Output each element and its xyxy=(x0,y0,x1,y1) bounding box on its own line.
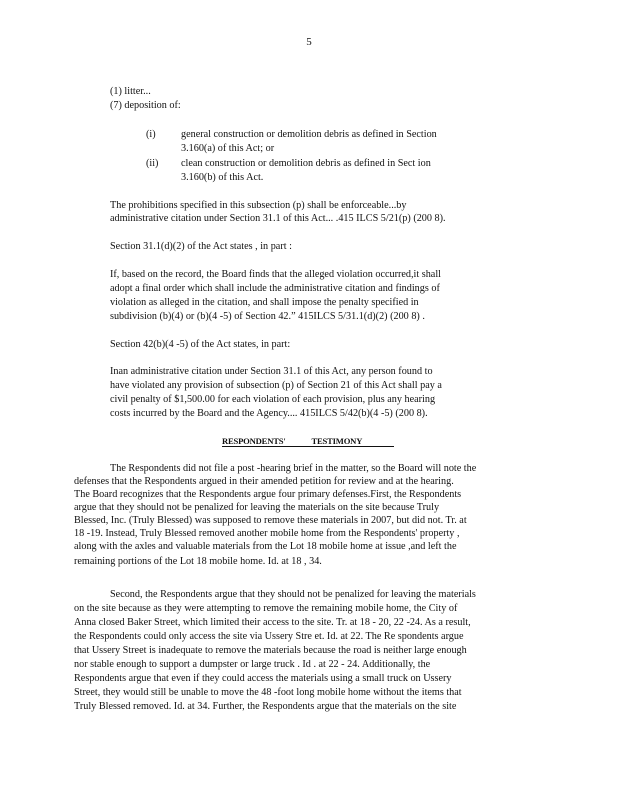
paragraph-line: remaining portions of the Lot 18 mobile home. Id. at 18 , 34. xyxy=(74,556,322,567)
quote-line: If, based on the record, the Board finds that the alleged violation occurred,it shall xyxy=(110,269,441,280)
paragraph-line: Anna closed Baker Street, which limited their access to the site. Tr. at 18 - 20, 22 -24. As a result, xyxy=(74,617,471,628)
paragraph-line: The Board recognizes that the Respondents argue four primary defenses.First, the Respondents xyxy=(74,489,462,500)
paragraph-line: argue that they should not be penalized for leaving the materials on the site because Truly xyxy=(74,502,440,513)
quote-line: violation as alleged in the citation, and shall impose the penalty specified in xyxy=(110,297,419,308)
quote-line: have violated any provision of subsection (p) of Section 21 of this Act shall pay a xyxy=(110,380,442,391)
sublist-marker-i: (i) xyxy=(146,129,156,140)
paragraph-line: Truly Blessed removed. Id. at 34. Further, the Respondents argue that the materials on the site xyxy=(74,701,457,712)
paragraph-line: along with the axles and valuable materials from the Lot 18 mobile home at issue ,and left the xyxy=(74,541,457,552)
section-42-intro: Section 42(b)(4 -5) of the Act states, in part: xyxy=(110,339,291,350)
paragraph-line: The Respondents did not file a post -hearing brief in the matter, so the Board will note the xyxy=(110,463,477,474)
heading-respondents: RESPONDENTS' xyxy=(222,436,286,446)
paragraph-line: Respondents argue that even if they could access the materials using a small truck on Ussery xyxy=(74,673,452,684)
sublist-item-ii-line2: 3.160(b) of this Act. xyxy=(181,172,264,183)
quote-line: costs incurred by the Board and the Agency.... 415ILCS 5/42(b)(4 -5) (200 8). xyxy=(110,408,428,419)
list-item-litter: (1) litter... xyxy=(110,86,151,97)
sublist-marker-ii: (ii) xyxy=(146,158,159,169)
quote-line: The prohibitions specified in this subsection (p) shall be enforceable...by xyxy=(110,200,407,211)
quote-line: Inan administrative citation under Section 31.1 of this Act, any person found to xyxy=(110,366,433,377)
heading-testimony: TESTIMONY xyxy=(311,436,363,446)
quote-line: adopt a final order which shall include the administrative citation and findings of xyxy=(110,283,440,294)
paragraph-line: on the site because as they were attempting to remove the remaining mobile home, the City of xyxy=(74,603,458,614)
sublist-item-ii-line1: clean construction or demolition debris as defined in Sect ion xyxy=(181,158,431,169)
paragraph-line: 18 -19. Instead, Truly Blessed removed another mobile home from the Respondents' property , xyxy=(74,528,460,539)
section-31-intro: Section 31.1(d)(2) of the Act states , in part : xyxy=(110,241,292,252)
sublist-item-i-line1: general construction or demolition debris as defined in Section xyxy=(181,129,437,140)
page-number: 5 xyxy=(306,36,312,48)
section-heading xyxy=(222,436,394,447)
paragraph-line: Street, they would still be unable to move the 48 -foot long mobile home without the items that xyxy=(74,687,462,698)
paragraph-line: Blessed, Inc. (Truly Blessed) was supposed to remove these materials in 2007, but did not. Tr. at xyxy=(74,515,467,526)
paragraph-line: that Ussery Street is inadequate to remove the materials because the road is neither large enough xyxy=(74,645,467,656)
paragraph-line: the Respondents could only access the site via Ussery Stre et. Id. at 22. The Re spondents argue xyxy=(74,631,464,642)
quote-line: administrative citation under Section 31.1 of this Act... .415 ILCS 5/21(p) (200 8). xyxy=(110,213,446,224)
paragraph-line: defenses that the Respondents argued in their amended petition for review and at the hearing. xyxy=(74,476,454,487)
sublist-item-i-line2: 3.160(a) of this Act; or xyxy=(181,143,275,154)
paragraph-line: Second, the Respondents argue that they should not be penalized for leaving the materials xyxy=(110,589,476,600)
quote-line: civil penalty of $1,500.00 for each violation of each provision, plus any hearing xyxy=(110,394,436,405)
list-item-deposition: (7) deposition of: xyxy=(110,100,181,111)
paragraph-line: nor stable enough to support a dumpster or large truck . Id . at 22 - 24. Additionally, the xyxy=(74,659,431,670)
quote-line: subdivision (b)(4) or (b)(4 -5) of Section 42.” 415ILCS 5/31.1(d)(2) (200 8) . xyxy=(110,311,425,322)
